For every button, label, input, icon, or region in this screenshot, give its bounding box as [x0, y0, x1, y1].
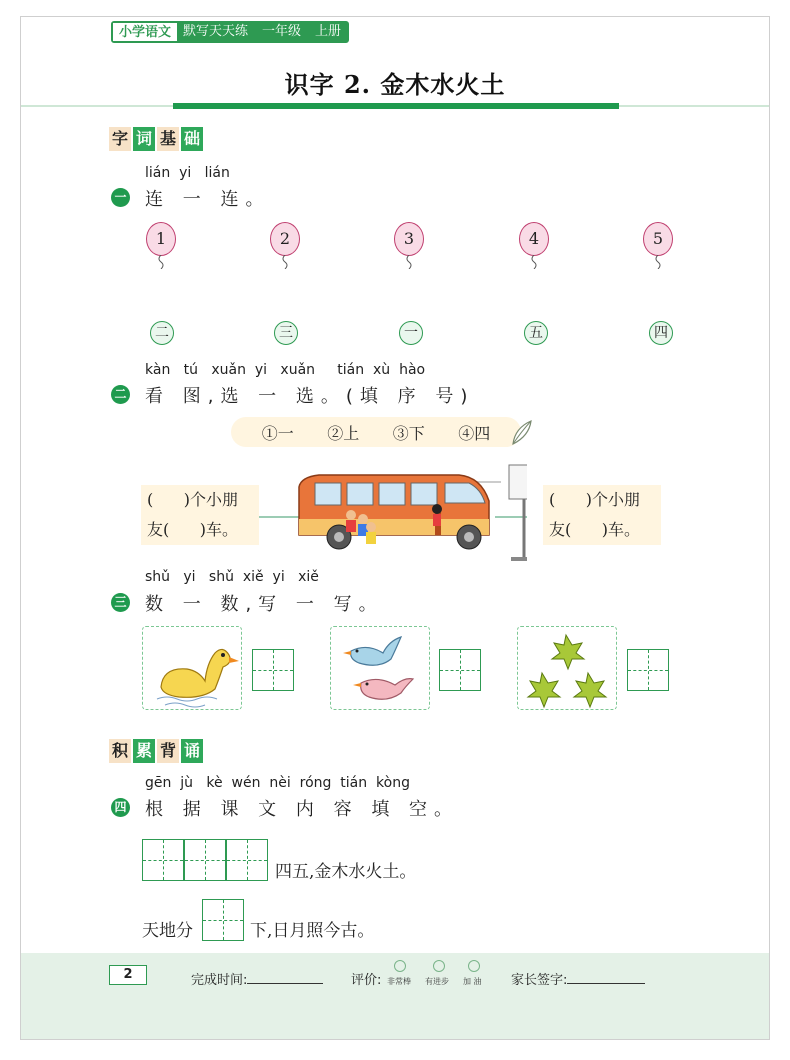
balloon-string-icon: [281, 255, 289, 269]
rating-great[interactable]: 非常棒: [387, 977, 411, 986]
q4-line-1: 四五,金木水火土。: [275, 862, 417, 882]
brand-label: 小学语文: [113, 23, 177, 41]
balloon-5[interactable]: 5: [643, 222, 673, 256]
answer-grid[interactable]: [439, 649, 481, 691]
right-line-2: 友( )车。: [549, 520, 641, 539]
option-1: ①一: [261, 423, 294, 443]
right-line-1: ( )个小朋: [549, 490, 641, 509]
char-circle[interactable]: 四: [649, 321, 673, 345]
balloon-string-icon: [654, 255, 662, 269]
smile-icon[interactable]: [433, 960, 445, 972]
header-tag: [111, 21, 349, 43]
parent-signature[interactable]: [511, 969, 645, 988]
badge-char: 诵: [181, 739, 203, 763]
left-line-2: 友( )车。: [147, 520, 239, 539]
answer-grid[interactable]: [202, 899, 244, 941]
q1-instruction: 连 一 连。: [145, 189, 271, 210]
q4-line-2-suffix: 下,日月照今古。: [250, 921, 375, 941]
footer-bar: [21, 953, 769, 1039]
page-number: 2: [109, 965, 147, 985]
sign-blank[interactable]: [567, 972, 645, 984]
q4-pinyin: gēn jù kè wén nèi róng tián kòng: [145, 775, 410, 791]
option-4: ④四: [458, 423, 491, 443]
q3-number: 三: [111, 593, 130, 612]
badge-char: 背: [157, 739, 179, 763]
answer-grid[interactable]: [184, 839, 226, 881]
duck-icon: [143, 627, 243, 711]
q1-pinyin: lián yi lián: [145, 165, 230, 181]
answer-grid[interactable]: [252, 649, 294, 691]
option-3: ③下: [392, 423, 425, 443]
char-circle[interactable]: 三: [274, 321, 298, 345]
time-blank[interactable]: [247, 972, 323, 984]
birds-picture: [330, 626, 430, 710]
balloon-string-icon: [405, 255, 413, 269]
leaves-icon: [518, 627, 618, 711]
leaf-decoration-icon: [509, 418, 535, 446]
balloon-4[interactable]: 4: [519, 222, 549, 256]
q2-instruction: 看 图,选 一 选。(填 序 号): [145, 386, 475, 407]
badge-char: 础: [181, 127, 203, 151]
q4-instruction: 根 据 课 文 内 容 填 空。: [145, 799, 460, 820]
char-circle[interactable]: 二: [150, 321, 174, 345]
char-circle[interactable]: 一: [399, 321, 423, 345]
time-label: 完成时间:: [191, 973, 248, 988]
char-circle[interactable]: 五: [524, 321, 548, 345]
q2-pinyin: kàn tú xuǎn yi xuǎn tián xù hào: [145, 362, 426, 378]
page-title: 识字 2. 金木水火土: [284, 70, 506, 99]
balloon-string-icon: [157, 255, 165, 269]
badge-char: 基: [157, 127, 179, 151]
q2-number: 二: [111, 385, 130, 404]
title-underline: [173, 103, 619, 109]
badge-char: 字: [109, 127, 131, 151]
answer-grid[interactable]: [226, 839, 268, 881]
q3-instruction: 数 一 数,写 一 写。: [145, 594, 384, 615]
section-badge-recite: [109, 739, 203, 763]
section-badge-basics: [109, 127, 203, 151]
balloon-1[interactable]: 1: [146, 222, 176, 256]
q1-number: 一: [111, 188, 130, 207]
option-bar: [231, 417, 521, 447]
balloon-3[interactable]: 3: [394, 222, 424, 256]
series-label: 默写天天练: [183, 24, 249, 39]
rating-keep-going[interactable]: 加 油: [463, 977, 482, 986]
grade-label: 一年级: [262, 24, 302, 39]
answer-grid[interactable]: [627, 649, 669, 691]
duck-picture: [142, 626, 242, 710]
balloon-2[interactable]: 2: [270, 222, 300, 256]
q4-line-2-prefix: 天地分: [142, 921, 193, 941]
worksheet-page: [20, 16, 770, 1040]
bus-stop-illustration-icon: [259, 463, 527, 563]
volume-label: 上册: [315, 24, 342, 39]
q4-number: 四: [111, 798, 130, 817]
badge-char: 累: [133, 739, 155, 763]
rating-progress[interactable]: 有进步: [425, 977, 449, 986]
evaluation-label: 评价:: [351, 973, 382, 988]
option-2: ②上: [327, 423, 360, 443]
smile-icon[interactable]: [394, 960, 406, 972]
q3-pinyin: shǔ yi shǔ xiě yi xiě: [145, 569, 319, 585]
q2-left-answer[interactable]: [141, 485, 259, 545]
left-line-1: ( )个小朋: [147, 490, 239, 509]
leaves-picture: [517, 626, 617, 710]
q2-right-answer[interactable]: [543, 485, 661, 545]
birds-icon: [331, 627, 431, 711]
badge-char: 积: [109, 739, 131, 763]
badge-char: 词: [133, 127, 155, 151]
completion-time[interactable]: [191, 969, 323, 988]
answer-grid[interactable]: [142, 839, 184, 881]
smile-icon[interactable]: [468, 960, 480, 972]
sign-label: 家长签字:: [511, 973, 568, 988]
balloon-string-icon: [530, 255, 538, 269]
